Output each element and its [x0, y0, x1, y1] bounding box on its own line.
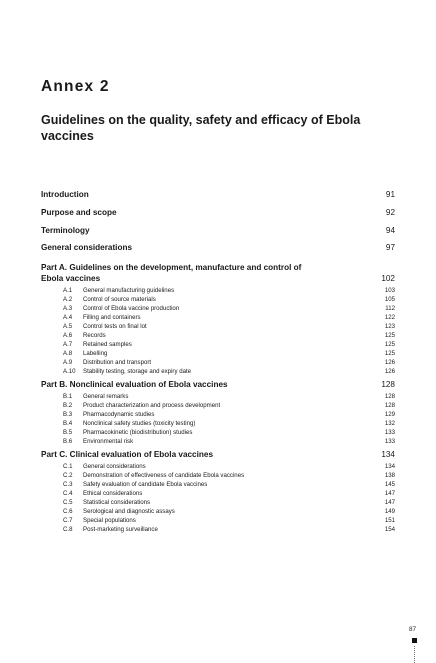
- toc-entry-purpose-and-scope[interactable]: [41, 208, 395, 226]
- subentry-label: Distribution and transport: [83, 359, 152, 367]
- toc-subentry-a7[interactable]: [41, 340, 395, 349]
- subentry-label: Serological and diagnostic assays: [83, 508, 175, 516]
- toc-part-c-heading[interactable]: [41, 449, 395, 460]
- page-number: 87: [409, 626, 417, 633]
- subentry-label: General manufacturing guidelines: [83, 287, 175, 295]
- subentry-number: A.4: [63, 314, 73, 322]
- subentry-page: 126: [384, 368, 395, 376]
- subentry-label: Retained samples: [83, 341, 132, 349]
- subentry-label: Special populations: [83, 517, 136, 525]
- subentry-number: A.5: [63, 323, 73, 331]
- subentry-page: 103: [384, 287, 395, 295]
- toc-subentry-a2[interactable]: [41, 295, 395, 304]
- subentry-number: C.3: [63, 481, 73, 489]
- subentry-label: Ethical considerations: [83, 490, 143, 498]
- annex-heading: Annex 2: [41, 78, 110, 95]
- toc-entry-terminology[interactable]: [41, 226, 395, 244]
- subentry-page: 133: [384, 429, 395, 437]
- toc-subentry-a3[interactable]: [41, 304, 395, 313]
- toc-subentry-c5[interactable]: [41, 498, 395, 507]
- subentry-page: 138: [384, 472, 395, 480]
- subentry-label: Control of source materials: [83, 296, 156, 304]
- toc-entry-label: General considerations: [41, 243, 133, 253]
- subentry-number: B.3: [63, 411, 73, 419]
- toc-part-b-heading[interactable]: [41, 379, 395, 390]
- subentry-page: 149: [384, 508, 395, 516]
- subentry-number: B.4: [63, 420, 73, 428]
- toc-part-a-heading[interactable]: [41, 262, 395, 284]
- subentry-label: Control tests on final lot: [83, 323, 147, 331]
- subentry-page: 123: [384, 323, 395, 331]
- subentry-page: 147: [384, 499, 395, 507]
- toc-entry-general-considerations[interactable]: [41, 243, 395, 261]
- subentry-label: Statistical considerations: [83, 499, 151, 507]
- toc-entry-page: 91: [385, 190, 395, 199]
- toc-entry-label: Purpose and scope: [41, 207, 117, 217]
- subentry-number: C.4: [63, 490, 73, 498]
- subentry-page: 125: [384, 350, 395, 358]
- toc-subentry-b1[interactable]: [41, 392, 395, 401]
- part-a-title-line-1: Part A. Guidelines on the development, manufacture and control of: [41, 263, 302, 273]
- subentry-page: 154: [384, 526, 395, 534]
- toc-subentry-c2[interactable]: [41, 471, 395, 480]
- subentry-number: B.5: [63, 429, 73, 437]
- subentry-number: A.1: [63, 287, 73, 295]
- subentry-label: Safety evaluation of candidate Ebola vaccines: [83, 481, 208, 489]
- toc-subentry-b3[interactable]: [41, 410, 395, 419]
- subentry-page: 134: [384, 463, 395, 471]
- subentry-number: A.2: [63, 296, 73, 304]
- subentry-page: 128: [384, 402, 395, 410]
- toc-subentry-a6[interactable]: [41, 331, 395, 340]
- subentry-page: 126: [384, 359, 395, 367]
- subentry-page: 105: [384, 296, 395, 304]
- subentry-page: 125: [384, 332, 395, 340]
- subentry-page: 147: [384, 490, 395, 498]
- subentry-label: Post-marketing surveillance: [83, 526, 158, 534]
- subentry-number: C.7: [63, 517, 73, 525]
- subentry-label: Demonstration of effectiveness of candidate Ebola vaccines: [83, 472, 245, 480]
- subentry-label: General remarks: [83, 393, 129, 401]
- subentry-number: A.10: [63, 368, 76, 376]
- subentry-page: 125: [384, 341, 395, 349]
- subentry-label: Records: [83, 332, 106, 340]
- subentry-number: B.6: [63, 438, 73, 446]
- toc-subentry-a4[interactable]: [41, 313, 395, 322]
- subentry-number: C.2: [63, 472, 73, 480]
- subentry-label: Environmental risk: [83, 438, 134, 446]
- subentry-number: A.8: [63, 350, 73, 358]
- toc-subentry-c6[interactable]: [41, 507, 395, 516]
- part-a-title-line-2: Ebola vaccines: [41, 274, 101, 284]
- document-title: Guidelines on the quality, safety and efficacy of Ebola vaccines: [41, 113, 361, 143]
- toc-entry-page: 94: [385, 225, 395, 235]
- toc-subentry-c4[interactable]: [41, 489, 395, 498]
- part-c-title: Part C. Clinical evaluation of Ebola vaccines: [41, 450, 213, 460]
- subentry-number: B.2: [63, 402, 73, 410]
- toc-subentry-c7[interactable]: [41, 516, 395, 525]
- toc-entry-introduction[interactable]: [41, 190, 395, 208]
- toc-subentry-b6[interactable]: [41, 437, 395, 446]
- part-b-page: 128: [381, 380, 395, 390]
- toc-subentry-c3[interactable]: [41, 480, 395, 489]
- subentry-number: A.9: [63, 359, 73, 367]
- subentry-number: A.3: [63, 305, 73, 313]
- part-b-title: Part B. Nonclinical evaluation of Ebola vaccines: [41, 380, 228, 390]
- subentry-page: 122: [384, 314, 395, 322]
- subentry-number: A.6: [63, 332, 73, 340]
- subentry-page: 133: [384, 438, 395, 446]
- page-marker-square: [412, 638, 417, 643]
- toc-entry-page: 92: [385, 207, 395, 217]
- table-of-contents: [41, 190, 395, 534]
- toc-subentry-b2[interactable]: [41, 401, 395, 410]
- page-marker-dotted-line: [414, 646, 415, 663]
- subentry-label: Stability testing, storage and expiry date: [83, 368, 192, 376]
- subentry-number: C.1: [63, 463, 73, 471]
- subentry-number: C.5: [63, 499, 73, 507]
- subentry-label: Product characterization and process development: [83, 402, 221, 410]
- subentry-page: 112: [385, 305, 395, 313]
- toc-entry-page: 97: [385, 243, 395, 253]
- subentry-label: Nonclinical safety studies (toxicity testing): [83, 420, 196, 428]
- toc-subentry-b5[interactable]: [41, 428, 395, 437]
- subentry-page: 128: [384, 393, 395, 401]
- subentry-page: 132: [384, 420, 395, 428]
- toc-subentry-c8[interactable]: [41, 525, 395, 534]
- subentry-page: 151: [384, 517, 395, 525]
- toc-subentry-a1[interactable]: [41, 286, 395, 295]
- part-a-page: 102: [381, 274, 395, 284]
- subentry-label: Pharmacodynamic studies: [83, 411, 155, 419]
- part-c-page: 134: [381, 450, 395, 460]
- toc-entry-label: Terminology: [41, 225, 90, 235]
- subentry-label: Filling and containers: [83, 314, 141, 322]
- subentry-label: Pharmacokinetic (biodistribution) studies: [83, 429, 193, 437]
- toc-entry-label: Introduction: [41, 190, 89, 199]
- subentry-number: C.6: [63, 508, 73, 516]
- toc-subentry-c1[interactable]: [41, 462, 395, 471]
- subentry-label: Labelling: [83, 350, 108, 358]
- subentry-page: 129: [384, 411, 395, 419]
- toc-subentry-a10[interactable]: [41, 367, 395, 376]
- toc-subentry-b4[interactable]: [41, 419, 395, 428]
- toc-subentry-a5[interactable]: [41, 322, 395, 331]
- subentry-label: Control of Ebola vaccine production: [83, 305, 180, 313]
- subentry-number: B.1: [63, 393, 73, 401]
- subentry-number: C.8: [63, 526, 73, 534]
- toc-subentry-a8[interactable]: [41, 349, 395, 358]
- subentry-number: A.7: [63, 341, 73, 349]
- subentry-label: General considerations: [83, 463, 146, 471]
- subentry-page: 145: [384, 481, 395, 489]
- toc-subentry-a9[interactable]: [41, 358, 395, 367]
